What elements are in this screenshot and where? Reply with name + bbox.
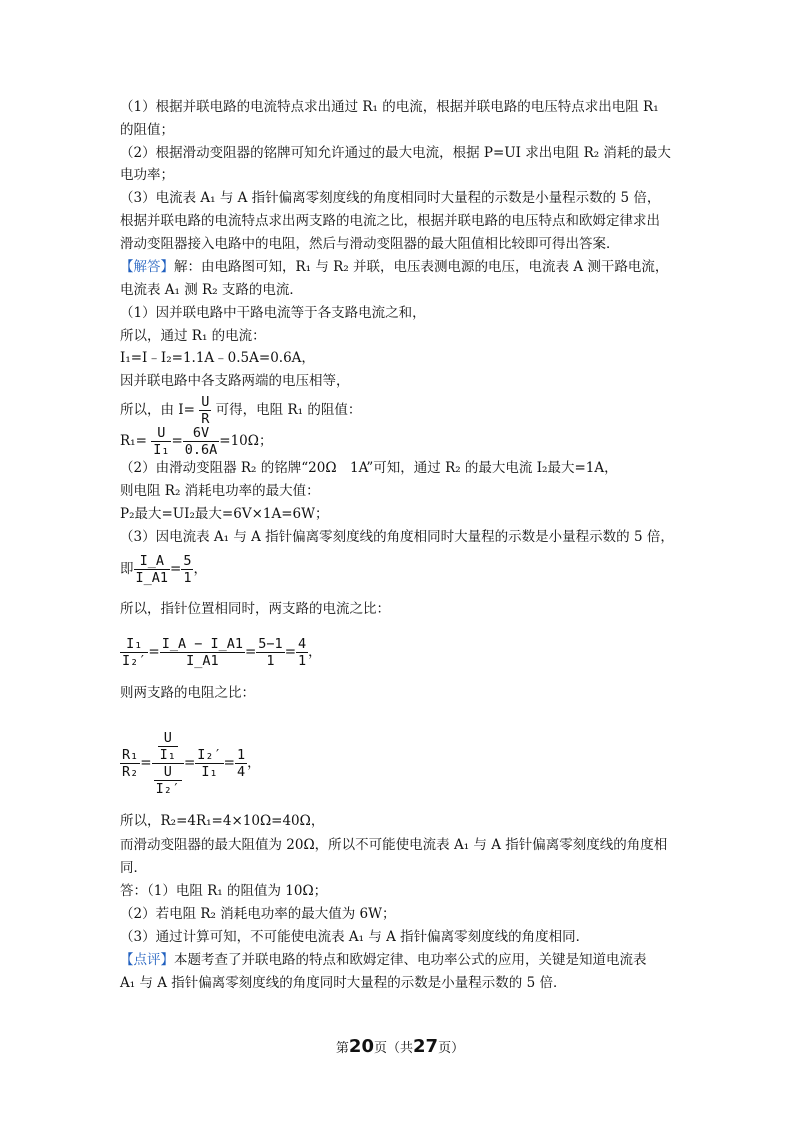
text: R₁=	[120, 433, 147, 449]
fraction: $\frac{U}{R}$	[201, 394, 210, 427]
text-line: 则电阻 R₂ 消耗电功率的最大值：	[120, 483, 320, 499]
text-line: （2）由滑动变阻器 R₂ 的铭牌“20Ω 1A”可知，通过 R₂ 的最大电流 I₂最大=1A，	[120, 460, 618, 476]
fraction: $\frac{I\_A - I\_A1}{I\_A1}$	[161, 636, 243, 669]
text-line: （2）根据滑动变阻器的铭牌可知允许通过的最大电流，根据 P=UI 求出电阻 R₂ 消耗的最大	[120, 145, 671, 161]
text-line: 答：（1）电阻 R₁ 的阻值为 10Ω；	[120, 883, 328, 899]
text-line: 的阻值；	[120, 122, 174, 138]
page-number: 20	[348, 1036, 374, 1057]
fraction: $\frac{\text{I₂′}}{\text{I₁}}$	[197, 747, 222, 780]
fraction: $\frac{4}{1}$	[298, 636, 307, 669]
text: 即	[120, 561, 134, 577]
page-footer	[0, 1036, 800, 1057]
fraction: $\frac{\text{I₁}}{\text{I₂′}}$	[122, 636, 147, 669]
text: =10Ω；	[219, 433, 273, 449]
footer-text: 页（共	[373, 1041, 413, 1056]
answer-tag: 【解答】	[120, 259, 174, 275]
text-line: A₁ 与 A 指针偏离零刻度线的角度同时大量程的示数是小量程示数的 5 倍．	[120, 975, 567, 991]
comment-heading-line	[120, 951, 647, 969]
fraction: $\frac{1}{4}$	[236, 747, 246, 780]
comment-tag: 【点评】	[120, 952, 174, 968]
answer-heading-line	[120, 258, 668, 276]
fraction: $\frac{I\_A}{I\_A1}$	[135, 553, 169, 586]
formula-line: 所以，R₂=4R₁=4×10Ω=40Ω，	[120, 813, 325, 829]
text-line: 则两支路的电阻之比：	[120, 685, 255, 701]
text: 可得，电阻 R₁ 的阻值：	[215, 402, 362, 418]
footer-text: 页）	[438, 1041, 465, 1056]
page-total: 27	[413, 1036, 439, 1057]
text-line: 所以，指针位置相同时，两支路的电流之比：	[120, 601, 390, 617]
text: 解：由电路图可知，R₁ 与 R₂ 并联，电压表测电源的电压，电流表 A 测干路电流，	[174, 259, 669, 275]
text: ，	[247, 755, 261, 771]
fraction: $\frac{\text{R₁}}{\text{R₂}}$	[122, 747, 139, 780]
text-line: 而滑动变阻器的最大阻值为 20Ω，所以不可能使电流表 A₁ 与 A 指针偏离零刻度线的角度相	[120, 837, 668, 853]
text-line: 电流表 A₁ 测 R₂ 支路的电流．	[120, 282, 303, 298]
fraction: $\frac{6V}{0.6A}$	[184, 425, 218, 458]
formula-line: P₂最大=UI₂最大=6V×1A=6W；	[120, 506, 329, 522]
formula-line: 即 $\frac{I\_A}{I\_A1}$ = $\frac{5}{1}$ ，	[120, 553, 207, 586]
text-line: （3）因电流表 A₁ 与 A 指针偏离零刻度线的角度相同时大量程的示数是小量程示数的 5 倍，	[120, 529, 674, 545]
text-line: （2）若电阻 R₂ 消耗电功率的最大值为 6W；	[120, 906, 396, 922]
text-line: 电功率；	[120, 167, 174, 183]
text-line: 所以，通过 R₁ 的电流：	[120, 328, 266, 344]
text: ，	[193, 561, 207, 577]
text-line: 同．	[120, 860, 147, 876]
text-line: 滑动变阻器接入电路中的电阻，然后与滑动变阻器的最大阻值相比较即可得出答案．	[120, 236, 620, 252]
text-line: （3）通过计算可知，不可能使电流表 A₁ 与 A 指针偏离零刻度线的角度相同．	[120, 929, 590, 945]
text: 本题考查了并联电路的特点和欧姆定律、电功率公式的应用，关键是知道电流表	[174, 952, 647, 968]
text-line: （1）根据并联电路的电流特点求出通过 R₁ 的电流，根据并联电路的电压特点求出电阻 R₁	[120, 99, 659, 115]
formula-line: $\frac{\text{I₁}}{\text{I₂′}}$ = $\frac{I\_A - I\_A1}{I\_A1}$ = $\frac{5-1}{1}$ = $\frac{4}{1}$ ，	[122, 636, 322, 669]
fraction: $\frac{5-1}{1}$	[258, 636, 283, 669]
formula-line: I₁=I﹣I₂=1.1A﹣0.5A=0.6A，	[120, 350, 315, 366]
formula-line: R₁= $\frac{U}{\text{I₁}}$ = $\frac{6V}{0.6A}$ =10Ω；	[120, 425, 273, 458]
text-line: 根据并联电路的电流特点求出两支路的电流之比，根据并联电路的电压特点和欧姆定律求出	[120, 213, 660, 229]
fraction: $\frac{U}{\text{I₁}}$	[153, 425, 170, 458]
formula-line: $\frac{\text{R₁}}{\text{R₂}}$ = $\frac{\frac{U}{\text{I₁}}}{\frac{U}{\text{I₂′}}}$ = $\frac{\text{I₂′}}{\text{I₁}}$ = $\frac{1}{4}$ ，	[122, 730, 261, 797]
text: ，	[308, 644, 322, 660]
fraction: $\frac{5}{1}$	[183, 553, 192, 586]
compound-fraction: $\frac{\frac{U}{\text{I₁}}}{\frac{U}{\text{I₂′}}}$	[152, 730, 184, 797]
footer-text: 第	[335, 1041, 349, 1056]
text-line: 因并联电路中各支路两端的电压相等，	[120, 373, 350, 389]
text-line: （1）因并联电路中干路电流等于各支路电流之和，	[120, 305, 426, 321]
formula-line	[120, 394, 361, 427]
text-line: （3）电流表 A₁ 与 A 指针偏离零刻度线的角度相同时大量程的示数是小量程示数的 5 倍，	[120, 190, 661, 206]
text: 所以，由 I=	[120, 402, 195, 418]
